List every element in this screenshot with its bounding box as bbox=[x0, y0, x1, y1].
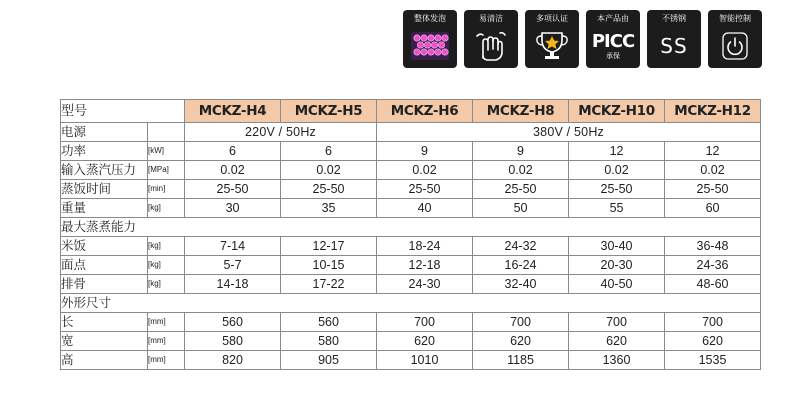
row-unit bbox=[148, 123, 185, 142]
spec-row bbox=[61, 142, 761, 161]
spec-value: 16-24 bbox=[473, 256, 569, 275]
power-supply-row bbox=[61, 123, 761, 142]
spec-value: 580 bbox=[185, 332, 281, 351]
spec-value: 14-18 bbox=[185, 275, 281, 294]
spec-value: 12-17 bbox=[281, 237, 377, 256]
model-header: MCKZ-H5 bbox=[281, 100, 377, 123]
spec-value: 620 bbox=[569, 332, 665, 351]
spec-value: 0.02 bbox=[281, 161, 377, 180]
spec-row bbox=[61, 237, 761, 256]
badge-label: 不锈钢 bbox=[662, 14, 686, 23]
spec-value: 32-40 bbox=[473, 275, 569, 294]
spec-value: 1010 bbox=[377, 351, 473, 370]
section-row bbox=[61, 218, 761, 237]
badge-foam bbox=[403, 10, 457, 68]
spec-value: 25-50 bbox=[665, 180, 761, 199]
spec-value: 700 bbox=[473, 313, 569, 332]
foam-circles-icon bbox=[408, 28, 452, 64]
spec-value: 25-50 bbox=[377, 180, 473, 199]
row-label: 电源 bbox=[61, 123, 148, 142]
spec-value: 620 bbox=[665, 332, 761, 351]
row-label: 排骨 bbox=[61, 275, 148, 294]
spec-value: 0.02 bbox=[185, 161, 281, 180]
spec-value: 0.02 bbox=[665, 161, 761, 180]
spec-value: 50 bbox=[473, 199, 569, 218]
row-label: 输入蒸汽压力 bbox=[61, 161, 148, 180]
spec-value: 620 bbox=[473, 332, 569, 351]
row-label: 重量 bbox=[61, 199, 148, 218]
voltage-380: 380V / 50Hz bbox=[377, 123, 761, 142]
feature-badges bbox=[403, 10, 762, 68]
row-label: 米饭 bbox=[61, 237, 148, 256]
spec-value: 1185 bbox=[473, 351, 569, 370]
picc-logo-text: PICC bbox=[591, 30, 635, 52]
spec-row bbox=[61, 351, 761, 370]
spec-value: 17-22 bbox=[281, 275, 377, 294]
spec-value: 24-30 bbox=[377, 275, 473, 294]
row-unit: [min] bbox=[148, 180, 185, 199]
spec-value: 0.02 bbox=[377, 161, 473, 180]
row-unit: [mm] bbox=[148, 332, 185, 351]
spec-value: 560 bbox=[281, 313, 377, 332]
spec-row bbox=[61, 256, 761, 275]
spec-value: 620 bbox=[377, 332, 473, 351]
spec-value: 5-7 bbox=[185, 256, 281, 275]
badge-label: 本产品由 bbox=[597, 14, 629, 23]
model-header: MCKZ-H6 bbox=[377, 100, 473, 123]
ss-text-icon: SS bbox=[660, 34, 688, 58]
voltage-220: 220V / 50Hz bbox=[185, 123, 377, 142]
spec-value: 20-30 bbox=[569, 256, 665, 275]
spec-row bbox=[61, 332, 761, 351]
spec-value: 24-32 bbox=[473, 237, 569, 256]
spec-value: 700 bbox=[377, 313, 473, 332]
spec-value: 10-15 bbox=[281, 256, 377, 275]
spec-row bbox=[61, 313, 761, 332]
model-header: MCKZ-H4 bbox=[185, 100, 281, 123]
spec-value: 24-36 bbox=[665, 256, 761, 275]
spec-value: 12 bbox=[665, 142, 761, 161]
spec-value: 25-50 bbox=[473, 180, 569, 199]
badge-certification bbox=[525, 10, 579, 68]
row-unit: [kW] bbox=[148, 142, 185, 161]
spec-value: 30 bbox=[185, 199, 281, 218]
spec-value: 30-40 bbox=[569, 237, 665, 256]
section-row bbox=[61, 294, 761, 313]
spec-row bbox=[61, 199, 761, 218]
badge-stainless bbox=[647, 10, 701, 68]
section-dimensions: 外形尺寸 bbox=[61, 294, 761, 313]
spec-row bbox=[61, 180, 761, 199]
picc-logo bbox=[591, 30, 635, 60]
spec-value: 905 bbox=[281, 351, 377, 370]
spec-value: 580 bbox=[281, 332, 377, 351]
spec-value: 35 bbox=[281, 199, 377, 218]
spec-value: 12 bbox=[569, 142, 665, 161]
spec-row bbox=[61, 275, 761, 294]
spec-value: 7-14 bbox=[185, 237, 281, 256]
badge-label: 多项认证 bbox=[536, 14, 568, 23]
spec-value: 40-50 bbox=[569, 275, 665, 294]
row-label: 面点 bbox=[61, 256, 148, 275]
row-unit: [MPa] bbox=[148, 161, 185, 180]
row-unit: [kg] bbox=[148, 199, 185, 218]
badge-easy-clean bbox=[464, 10, 518, 68]
model-header: MCKZ-H10 bbox=[569, 100, 665, 123]
section-capacity: 最大蒸煮能力 bbox=[61, 218, 761, 237]
row-unit: [mm] bbox=[148, 313, 185, 332]
model-header: MCKZ-H12 bbox=[665, 100, 761, 123]
spec-value: 1535 bbox=[665, 351, 761, 370]
spec-value: 6 bbox=[281, 142, 377, 161]
spec-value: 25-50 bbox=[281, 180, 377, 199]
spec-value: 55 bbox=[569, 199, 665, 218]
spec-value: 36-48 bbox=[665, 237, 761, 256]
spec-value: 820 bbox=[185, 351, 281, 370]
spec-value: 18-24 bbox=[377, 237, 473, 256]
row-label: 高 bbox=[61, 351, 148, 370]
spec-value: 0.02 bbox=[569, 161, 665, 180]
badge-label: 整体发泡 bbox=[414, 14, 446, 23]
spec-value: 700 bbox=[569, 313, 665, 332]
spec-value: 12-18 bbox=[377, 256, 473, 275]
row-unit: [kg] bbox=[148, 256, 185, 275]
spec-table bbox=[60, 99, 761, 370]
spec-value: 6 bbox=[185, 142, 281, 161]
row-label: 长 bbox=[61, 313, 148, 332]
spec-value: 25-50 bbox=[185, 180, 281, 199]
row-unit: [mm] bbox=[148, 351, 185, 370]
row-unit: [kg] bbox=[148, 237, 185, 256]
row-label: 蒸饭时间 bbox=[61, 180, 148, 199]
spec-value: 60 bbox=[665, 199, 761, 218]
hand-wipe-icon bbox=[471, 28, 511, 64]
spec-value: 9 bbox=[377, 142, 473, 161]
picc-sub-text: 承保 bbox=[606, 52, 620, 60]
spec-value: 0.02 bbox=[473, 161, 569, 180]
badge-picc bbox=[586, 10, 640, 68]
model-header: MCKZ-H8 bbox=[473, 100, 569, 123]
row-label: 宽 bbox=[61, 332, 148, 351]
spec-value: 40 bbox=[377, 199, 473, 218]
badge-label: 易清洁 bbox=[479, 14, 503, 23]
spec-value: 25-50 bbox=[569, 180, 665, 199]
spec-value: 560 bbox=[185, 313, 281, 332]
spec-row bbox=[61, 161, 761, 180]
spec-value: 1360 bbox=[569, 351, 665, 370]
row-label: 功率 bbox=[61, 142, 148, 161]
spec-value: 48-60 bbox=[665, 275, 761, 294]
badge-label: 智能控制 bbox=[719, 14, 751, 23]
spec-value: 9 bbox=[473, 142, 569, 161]
power-button-icon bbox=[717, 28, 753, 64]
row-unit: [kg] bbox=[148, 275, 185, 294]
model-header-row bbox=[61, 100, 761, 123]
corner-label: 型号 bbox=[61, 100, 185, 123]
trophy-star-icon bbox=[532, 28, 572, 64]
spec-value: 700 bbox=[665, 313, 761, 332]
badge-smart-control bbox=[708, 10, 762, 68]
